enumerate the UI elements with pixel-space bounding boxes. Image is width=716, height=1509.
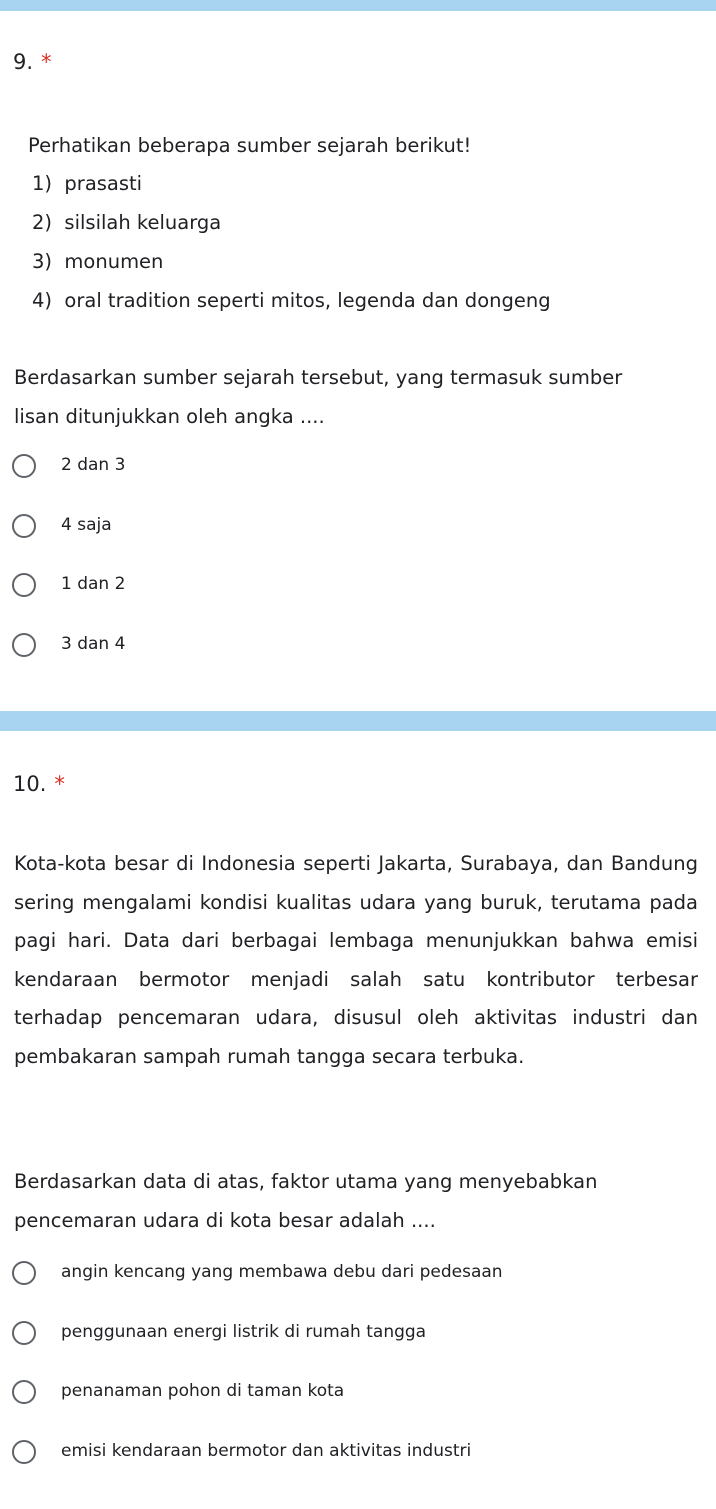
list-number: 1) xyxy=(32,172,53,195)
option-3-dan-4[interactable] xyxy=(12,629,126,661)
required-mark: * xyxy=(54,772,65,796)
radio-button[interactable] xyxy=(12,1321,36,1345)
option-label: 4 saja xyxy=(61,515,112,535)
question-9-prompt-line: Berdasarkan sumber sejarah tersebut, yang termasuk sumber xyxy=(14,366,623,389)
list-item xyxy=(32,250,163,273)
list-number: 3) xyxy=(32,250,53,273)
radio-button[interactable] xyxy=(12,454,36,478)
option-penanaman-pohon[interactable] xyxy=(12,1376,345,1408)
list-number: 2) xyxy=(32,211,53,234)
list-item xyxy=(32,172,142,195)
option-label: penanaman pohon di taman kota xyxy=(61,1381,345,1401)
section-divider xyxy=(0,711,716,731)
option-2-dan-3[interactable] xyxy=(12,450,126,482)
question-9-intro: Perhatikan beberapa sumber sejarah berikut! xyxy=(28,134,472,157)
question-number-text: 10. xyxy=(13,772,47,796)
option-label: angin kencang yang membawa debu dari pedesaan xyxy=(61,1262,503,1282)
question-10-number xyxy=(13,772,65,796)
radio-button[interactable] xyxy=(12,1380,36,1404)
section-divider-top xyxy=(0,0,716,11)
option-emisi-kendaraan[interactable] xyxy=(12,1436,472,1468)
option-label: 3 dan 4 xyxy=(61,634,126,654)
question-9-number xyxy=(13,50,52,74)
option-4-saja[interactable] xyxy=(12,510,112,542)
question-10-paragraph: Kota-kota besar di Indonesia seperti Jakarta, Surabaya, dan Bandung sering mengalami kondisi kualitas udara yang buruk, terutama pada pagi hari. Data dari berbagai lembaga menunjukkan bahwa emisi kendaraan bermotor menjadi salah satu kontributor terbesar terhadap pencemaran udara, disusul oleh aktivitas industri dan pembakaran sampah rumah tangga secara terbuka. xyxy=(14,852,698,1068)
option-energi-listrik[interactable] xyxy=(12,1317,427,1349)
radio-button[interactable] xyxy=(12,1440,36,1464)
radio-button[interactable] xyxy=(12,1261,36,1285)
list-text: oral tradition seperti mitos, legenda dan dongeng xyxy=(64,289,551,312)
option-label: 1 dan 2 xyxy=(61,574,126,594)
question-number-text: 9. xyxy=(13,50,34,74)
list-text: monumen xyxy=(64,250,164,273)
required-mark: * xyxy=(41,50,52,74)
question-10-prompt: Berdasarkan data di atas, faktor utama yang menyebabkan pencemaran udara di kota besar adalah .... xyxy=(14,1170,598,1232)
option-angin-kencang[interactable] xyxy=(12,1257,503,1289)
radio-button[interactable] xyxy=(12,633,36,657)
option-label: penggunaan energi listrik di rumah tangga xyxy=(61,1322,427,1342)
list-item xyxy=(32,211,221,234)
option-label: emisi kendaraan bermotor dan aktivitas industri xyxy=(61,1441,472,1461)
list-item xyxy=(32,289,551,312)
list-text: silsilah keluarga xyxy=(64,211,222,234)
list-number: 4) xyxy=(32,289,53,312)
option-label: 2 dan 3 xyxy=(61,455,126,475)
radio-button[interactable] xyxy=(12,573,36,597)
list-text: prasasti xyxy=(64,172,143,195)
question-9-prompt-line: lisan ditunjukkan oleh angka .... xyxy=(14,405,325,428)
option-1-dan-2[interactable] xyxy=(12,569,126,601)
radio-button[interactable] xyxy=(12,514,36,538)
